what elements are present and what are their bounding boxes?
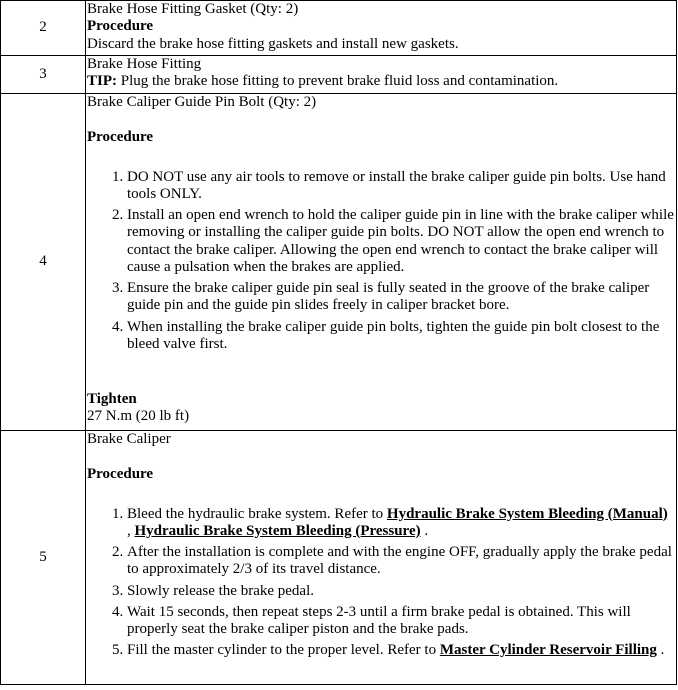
procedure-label: Procedure: [87, 466, 154, 483]
tip-label: TIP:: [87, 73, 117, 90]
list-item: [127, 506, 674, 541]
step-number: 5: [1, 431, 86, 685]
step-content: [86, 94, 677, 431]
link-separator: ,: [127, 522, 135, 539]
list-item: 4. When installing the brake caliper guide pin bolts, tighten the guide pin bolt closest to the bleed valve first.: [127, 319, 674, 354]
list-item: 2. Install an open end wrench to hold the caliper guide pin in line with the brake caliper while removing or installing the caliper guide pin bolts. DO NOT allow the open end wrench to contact the brake caliper. Allowing the open end wrench to contact the brake caliper will cause a pulsation when the brakes are applied.: [127, 207, 674, 276]
procedure-text: Discard the brake hose fitting gaskets and install new gaskets.: [87, 35, 459, 52]
step-content: [86, 1, 677, 56]
procedure-label: Procedure: [87, 129, 154, 146]
list-item: 4. Wait 15 seconds, then repeat steps 2-3 until a firm brake pedal is obtained. This will properly seat the brake caliper piston and the brake pads.: [127, 604, 674, 639]
tip-line: [87, 73, 674, 90]
step-end: .: [656, 642, 665, 659]
tighten-value: 27 N.m (20 lb ft): [87, 408, 190, 425]
step-text: Bleed the hydraulic brake system. Refer to: [127, 505, 387, 522]
component-title: Brake Caliper: [87, 431, 171, 447]
list-item: 1. DO NOT use any air tools to remove or install the brake caliper guide pin bolts. Use hand tools ONLY.: [127, 169, 674, 204]
tighten-label: Tighten: [87, 391, 137, 407]
step-text: Fill the master cylinder to the proper level. Refer to: [127, 642, 440, 659]
manual-bleeding-link[interactable]: Hydraulic Brake System Bleeding (Manual): [386, 505, 668, 522]
step-end: .: [420, 522, 429, 539]
table-row: [1, 94, 677, 431]
reservoir-filling-link[interactable]: Master Cylinder Reservoir Filling: [439, 642, 657, 659]
list-item: 3. Ensure the brake caliper guide pin seal is fully seated in the groove of the brake caliper guide pin and the guide pin slides freely in caliper bracket bore.: [127, 280, 674, 315]
tip-text: Plug the brake hose fitting to prevent brake fluid loss and contamination.: [117, 73, 559, 90]
table-row: [1, 56, 677, 94]
list-item: [127, 642, 674, 659]
component-title: Brake Hose Fitting Gasket (Qty: 2): [87, 1, 299, 17]
step-number: 3: [1, 56, 86, 94]
component-title: Brake Hose Fitting: [87, 56, 202, 72]
procedure-steps: [87, 169, 674, 354]
list-item: 3. Slowly release the brake pedal.: [127, 583, 674, 600]
component-title: Brake Caliper Guide Pin Bolt (Qty: 2): [87, 94, 317, 110]
table-row: [1, 431, 677, 685]
step-content: [86, 56, 677, 94]
procedure-label: Procedure: [87, 18, 154, 35]
step-content: [86, 431, 677, 685]
step-number: 4: [1, 94, 86, 431]
procedure-steps: [87, 506, 674, 660]
list-item: 2. After the installation is complete and with the engine OFF, gradually apply the brake pedal to approximately 2/3 of its travel distance.: [127, 544, 674, 579]
pressure-bleeding-link[interactable]: Hydraulic Brake System Bleeding (Pressure): [134, 522, 421, 539]
step-number: 2: [1, 1, 86, 56]
table-row: [1, 1, 677, 56]
